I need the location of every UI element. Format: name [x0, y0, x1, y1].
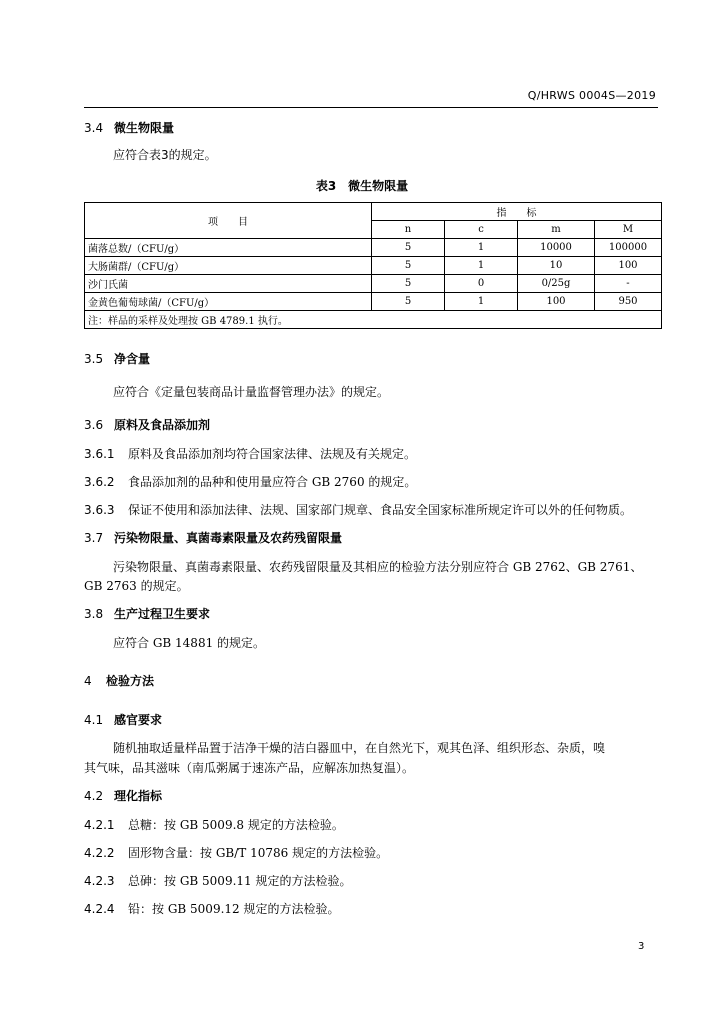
section-3-4-text: 应符合表3的规定。 — [113, 148, 217, 162]
cell-n: 5 — [372, 275, 445, 293]
cell-M: 100 — [595, 257, 662, 275]
table-row — [85, 293, 662, 311]
table-header-row — [85, 203, 662, 221]
section-title: 原料及食品添加剂 — [114, 418, 211, 432]
section-number: 4 — [84, 674, 92, 688]
clause-number: 3.6.2 — [84, 475, 115, 489]
clause-text: 原料及食品添加剂均符合国家法律、法规及有关规定。 — [128, 447, 417, 461]
table-caption: 表3 微生物限量 — [315, 179, 409, 193]
cell-n: 5 — [372, 293, 445, 311]
clause-number: 4.2.2 — [84, 846, 115, 860]
clause-text: 铅：按 GB 5009.12 规定的方法检验。 — [128, 902, 340, 916]
section-number: 3.6 — [84, 418, 104, 432]
section-3-8-heading — [84, 605, 210, 622]
microbial-limits-table — [84, 202, 662, 329]
section-4-heading — [84, 672, 154, 689]
section-3-7-text-line-1: 污染物限量、真菌毒素限量、农药残留限量及其相应的检验方法分别应符合 GB 2762、GB 2761、 — [113, 560, 643, 574]
clause-text: 总砷：按 GB 5009.11 规定的方法检验。 — [128, 874, 352, 888]
subheader-M: M — [595, 221, 662, 239]
cell-n: 5 — [372, 257, 445, 275]
header-item: 项 目 — [85, 203, 372, 239]
section-title: 感官要求 — [114, 713, 163, 727]
section-3-7-text-line-2: GB 2763 的规定。 — [84, 579, 189, 593]
section-title: 污染物限量、真菌毒素限量及农药残留限量 — [114, 531, 343, 545]
cell-c: 1 — [445, 239, 518, 257]
section-3-5-text: 应符合《定量包装商品计量监督管理办法》的规定。 — [113, 385, 390, 399]
cell-item: 菌落总数/（CFU/g） — [85, 239, 372, 257]
cell-M: 100000 — [595, 239, 662, 257]
section-3-7-heading — [84, 529, 342, 546]
cell-item: 金黄色葡萄球菌/（CFU/g） — [85, 293, 372, 311]
section-number: 3.8 — [84, 607, 104, 621]
header-index: 指 标 — [372, 203, 662, 221]
subheader-n: n — [372, 221, 445, 239]
subheader-m: m — [518, 221, 595, 239]
cell-m: 10000 — [518, 239, 595, 257]
cell-c: 1 — [445, 257, 518, 275]
clause-4-2-4 — [84, 899, 339, 919]
header-rule — [84, 107, 658, 108]
clause-3-6-1 — [84, 444, 416, 464]
section-number: 3.7 — [84, 531, 104, 545]
section-3-5-heading — [84, 350, 150, 367]
cell-m: 10 — [518, 257, 595, 275]
section-title: 生产过程卫生要求 — [114, 607, 211, 621]
clause-text: 保证不使用和添加法律、法规、国家部门规章、食品安全国家标准所规定许可以外的任何物质。 — [128, 503, 633, 517]
section-number: 3.4 — [84, 121, 104, 135]
clause-number: 4.2.1 — [84, 818, 115, 832]
document-code: Q/HRWS 0004S—2019 — [527, 89, 656, 102]
cell-c: 0 — [445, 275, 518, 293]
cell-n: 5 — [372, 239, 445, 257]
section-title: 理化指标 — [114, 789, 163, 803]
table-row — [85, 239, 662, 257]
clause-number: 3.6.1 — [84, 447, 115, 461]
section-4-2-heading — [84, 787, 162, 804]
clause-text: 食品添加剂的品种和使用量应符合 GB 2760 的规定。 — [128, 475, 417, 489]
section-4-1-text-line-2: 其气味，品其滋味（南瓜粥属于速冻产品，应解冻加热复温）。 — [84, 761, 415, 775]
cell-c: 1 — [445, 293, 518, 311]
table-row — [85, 257, 662, 275]
section-3-6-heading — [84, 416, 210, 433]
table-note-row — [85, 311, 662, 329]
clause-text: 总糖：按 GB 5009.8 规定的方法检验。 — [128, 818, 344, 832]
clause-number: 3.6.3 — [84, 503, 115, 517]
cell-M: 950 — [595, 293, 662, 311]
section-4-1-heading — [84, 711, 162, 728]
cell-item: 大肠菌群/（CFU/g） — [85, 257, 372, 275]
table-note: 注：样品的采样及处理按 GB 4789.1 执行。 — [85, 311, 662, 329]
table-row — [85, 275, 662, 293]
section-3-4-heading — [84, 119, 174, 136]
clause-text: 固形物含量：按 GB/T 10786 规定的方法检验。 — [128, 846, 389, 860]
section-number: 3.5 — [84, 352, 104, 366]
cell-m: 0/25g — [518, 275, 595, 293]
cell-M: - — [595, 275, 662, 293]
page-number: 3 — [638, 941, 645, 952]
section-4-1-text-line-1: 随机抽取适量样品置于洁净干燥的洁白器皿中，在自然光下，观其色泽、组织形态、杂质，嗅 — [113, 741, 606, 755]
section-number: 4.1 — [84, 713, 104, 727]
section-3-8-text: 应符合 GB 14881 的规定。 — [113, 636, 266, 650]
clause-3-6-2 — [84, 472, 416, 492]
clause-4-2-1 — [84, 815, 344, 835]
section-title: 净含量 — [114, 352, 151, 366]
clause-number: 4.2.4 — [84, 902, 115, 916]
clause-4-2-3 — [84, 871, 351, 891]
subheader-c: c — [445, 221, 518, 239]
section-number: 4.2 — [84, 789, 104, 803]
cell-item: 沙门氏菌 — [85, 275, 372, 293]
clause-4-2-2 — [84, 843, 388, 863]
clause-3-6-3 — [84, 500, 632, 520]
section-title: 检验方法 — [106, 674, 155, 688]
clause-number: 4.2.3 — [84, 874, 115, 888]
cell-m: 100 — [518, 293, 595, 311]
section-title: 微生物限量 — [114, 121, 175, 135]
